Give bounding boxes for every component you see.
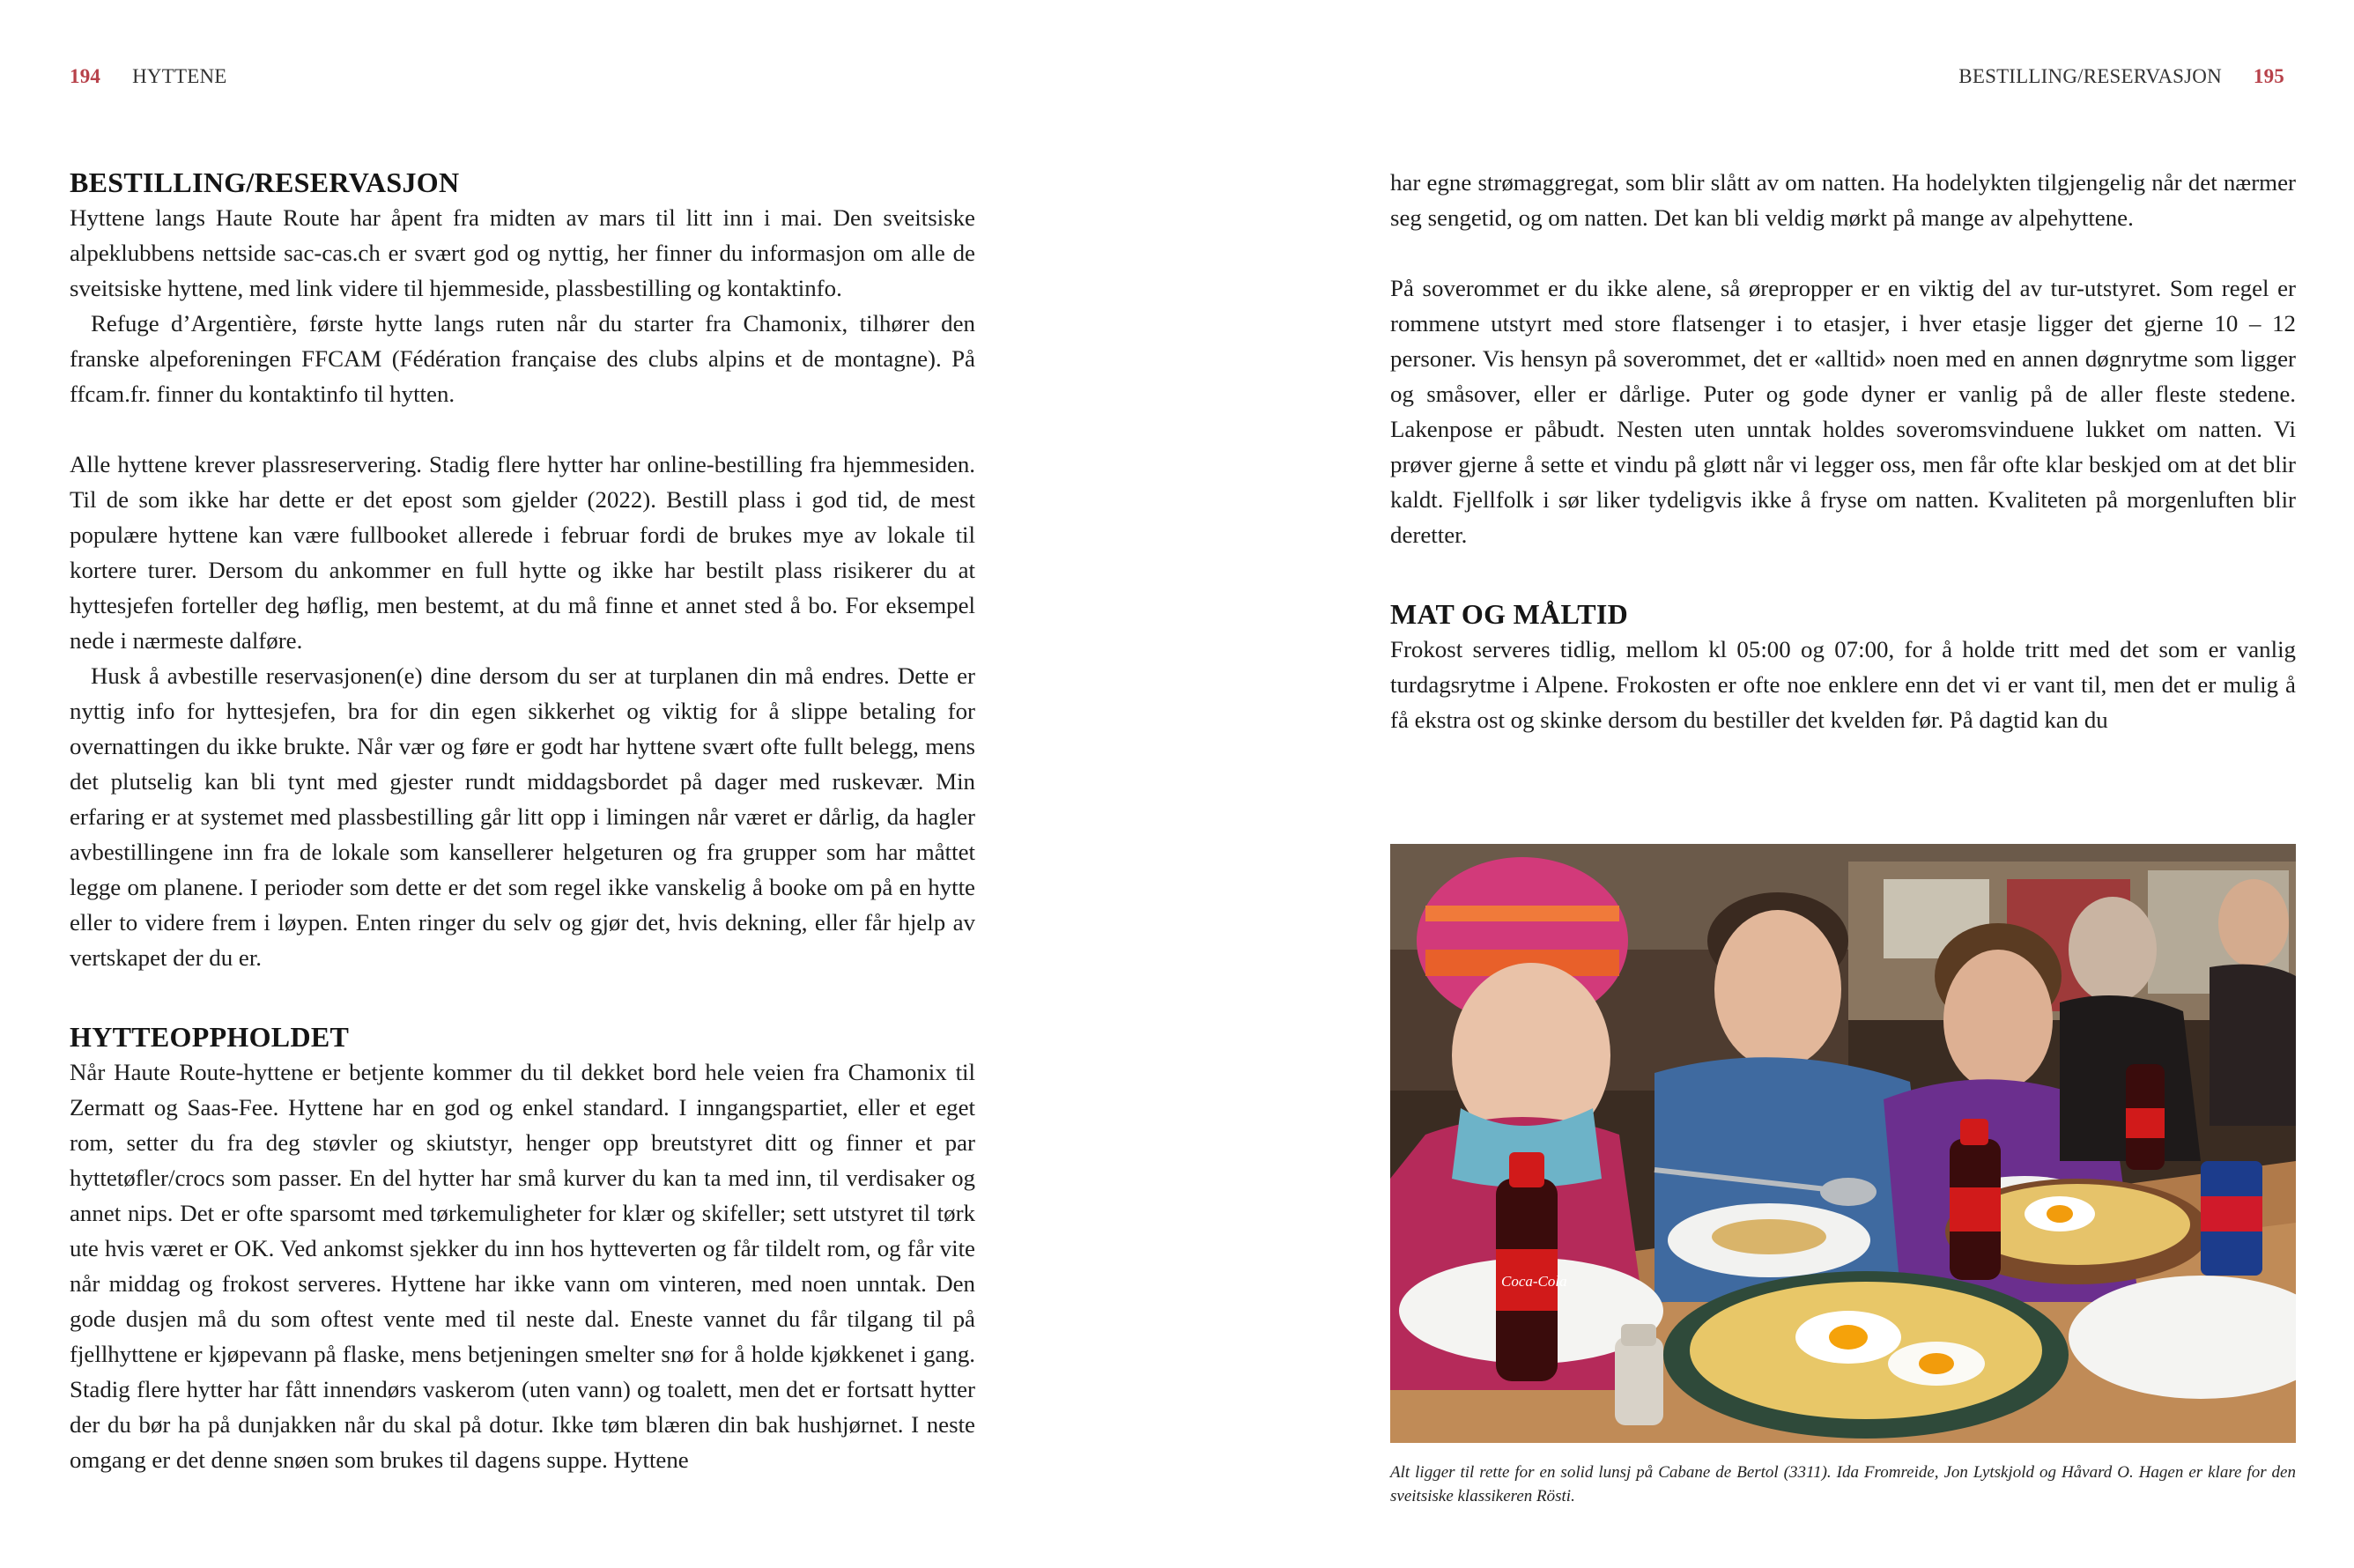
paragraph: Når Haute Route-hyttene er betjente kommer du til dekket bord hele veien fra Chamonix til Zermatt og Saas-Fee. Hyttene har en god og enkel standard. I inngangspartiet, eller et eget rom, setter du fra deg støvler og skiutstyr, henger opp breutstyret ditt og finner et par hyttetøfler/crocs som passer. En del hytter har små kurver du kan ta med inn, til verdisaker og annet nips. Det er ofte sparsomt med tørkemuligheter for klær og skifeller; sett utstyret til tørk ute hvis været er OK. Ved ankomst sjekker du inn hos hytteverten og får tildelt rom, og får vite når middag og frokost serveres. Hyttene har ikke vann om vinteren, med noen unntak. Den gode dusjen må du som oftest vente med til neste dal. Eneste vannet du får tilgang til på fjellhyttene er kjøpevann på flaske, mens betjeningen smelter snø for å holde kjøkkenet i gang. Stadig flere hytter har fått innendørs vaskerom (uten vann) og toalett, men det er fortsatt hytter der du bør ha på dunjakken når du skal på dotur. Ikke tøm blæren din bak hushjørnet. I neste omgang er det denne snøen som brukes til dagens suppe. Hyttene (70, 1059, 975, 1473)
paragraph: På soverommet er du ikke alene, så ørepropper er en viktig del av tur-utstyret. Som regel er rommene utstyrt med store flatsenger i to etasjer, i hver etasje ligger det gjerne 10 – 12 personer. Vis hensyn på soverommet, det er «alltid» noen med en annen døgnrytme som ligger og småsover, eller er dårlige. Puter og gode dyner er vanlig på de aller fleste stedene. Lakenpose er påbudt. Nesten uten unntak holdes soveromsvinduene lukket om natten. Vi prøver gjerne å sette et vindu på gløtt når vi legger oss, men får ofte klar beskjed om at det blir kaldt. Fjellfolk i sør liker tydeligvis ikke å fryse om natten. Kvaliteten på morgenluften blir deretter. (1390, 275, 2296, 548)
paragraph: Frokost serveres tidlig, mellom kl 05:00 og 07:00, for å holde tritt med det som er vanlig turdagsrytme i Alpene. Frokosten er ofte noe enklere enn det vi er vant til, men det er mulig å få ekstra ost og skinke dersom du bestiller det kvelden før. På dagtid kan du (1390, 636, 2296, 733)
paragraph: Refuge d’Argentière, første hytte langs ruten når du starter fra Chamonix, tilhører den franske alpeforeningen FFCAM (Fédération française des clubs alpins et de montagne). På ffcam.fr. finner du kontaktinfo til hytten. (70, 310, 975, 407)
right-running-title: BESTILLING/RESERVASJON (1958, 65, 2222, 87)
coke-label-1: Coca-Cola (1501, 1273, 1567, 1290)
left-running-title: HYTTENE (132, 65, 227, 87)
paragraph-gap (1390, 235, 2296, 270)
left-page-number: 194 (70, 65, 101, 87)
right-text-column (1390, 165, 2296, 737)
paragraph: Hyttene langs Haute Route har åpent fra midten av mars til litt inn i mai. Den sveitsiske alpeklubbens nettside sac-cas.ch er svært god og nyttig, her finner du informasjon om alle de sveitsiske hyttene, med link videre til hjemmeside, plassbestilling og kontaktinfo. (70, 204, 975, 301)
lunch-photo (1390, 844, 2296, 1443)
paragraph: har egne strømaggregat, som blir slått av om natten. Ha hodelykten tilgjengelig når det nærmer seg sengetid, og om natten. Det kan bli veldig mørkt på mange av alpehyttene. (1390, 169, 2296, 231)
paragraph-gap (1390, 552, 2296, 588)
left-text-column (70, 165, 975, 1477)
right-running-header (1958, 65, 2284, 88)
right-page (1177, 0, 2354, 1568)
right-page-number: 195 (2253, 65, 2284, 87)
paragraph-gap (70, 975, 975, 1010)
left-running-header (70, 65, 227, 88)
heading-mat-og-maltid: MAT OG MÅLTID (1390, 598, 1629, 630)
paragraph: Husk å avbestille reservasjonen(e) dine dersom du ser at turplanen din må endres. Dette er nyttig info for hyttesjefen, bra for din egen sikkerhet og viktig for å slippe betaling for overnattingen du ikke brukte. Når vær og føre er godt har hyttene svært ofte fullt belegg, mens det plutselig kan bli tynt med gjester rundt middagsbordet på dager med ruskevær. Min erfaring er at systemet med plassbestilling går litt opp i limingen når været er dårlig, da hagler avbestillingene inn fra de lokale som kansellerer helgeturen og fra grupper som har måttet legge om planene. I perioder som dette er det som regel ikke vanskelig å booke om på en hytte eller to videre frem i løypen. Enten ringer du selv og gjør det, hvis dekning, eller får hjelp av vertskapet der du er. (70, 662, 975, 971)
paragraph-gap (70, 411, 975, 447)
photo-caption: Alt ligger til rette for en solid lunsj på Cabane de Bertol (3311). Ida Fromreide, Jon Lytskjold og Håvard O. Hagen er klare for den sveitsiske klassikeren Rösti. (1390, 1463, 2296, 1505)
heading-hytteoppholdet: HYTTEOPPHOLDET (70, 1021, 350, 1053)
paragraph: Alle hyttene krever plassreservering. Stadig flere hytter har online-bestilling fra hjemmesiden. Til de som ikke har dette er det epost som gjelder (2022). Bestill plass i god tid, de mest populære hyttene kan være fullbooket allerede i februar fordi de brukes mye av lokale til kortere turer. Dersom du ankommer en full hytte og ikke har bestilt plass risikerer du at hyttesjefen forteller deg høflig, men bestemt, at du må finne et annet sted å bo. For eksempel nede i nærmeste dalføre. (70, 451, 975, 654)
heading-bestilling: BESTILLING/RESERVASJON (70, 166, 460, 198)
